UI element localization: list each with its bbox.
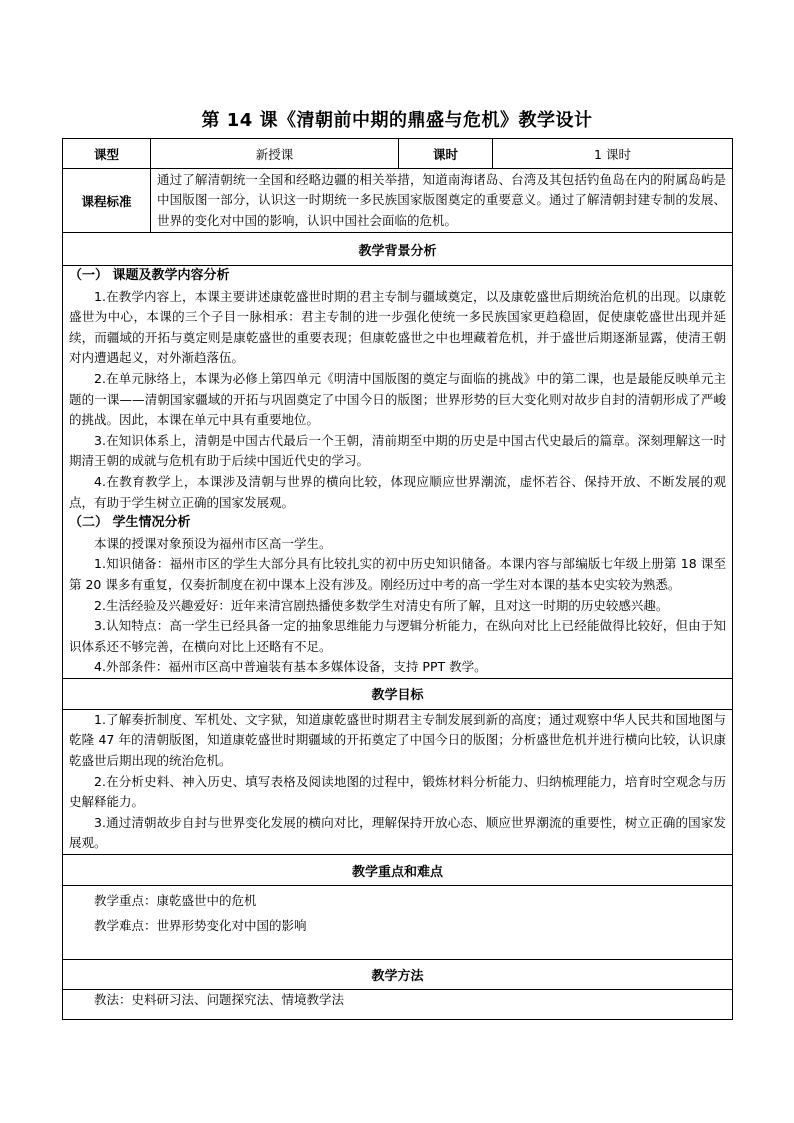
content-analysis-para: 1.在教学内容上，本课主要讲述康乾盛世时期的君主专制与疆域奠定，以及康乾盛世后期统治危机的出现。以康乾盛世为中心，本课的三个子目一脉相承：君主专制的进一步强化使统一多民族国家更趋稳固，促使康乾盛世出现并延续，而疆域的开拓与奠定则是康乾盛世的重要表现；但康乾盛世之中也埋藏着危机，并于盛世后期逐渐显露，使清王朝对内遭遇起义，对外渐趋落伍。 bbox=[69, 288, 726, 366]
key-points-content-row bbox=[63, 886, 733, 960]
methods-heading: 教学方法 bbox=[63, 960, 733, 990]
objectives-heading: 教学目标 bbox=[63, 678, 733, 709]
background-heading-row bbox=[63, 233, 733, 266]
key-points-heading: 教学重点和难点 bbox=[63, 855, 733, 886]
objective-para: 1.了解奏折制度、军机处、文字狱，知道康乾盛世时期君主专制发展到新的高度；通过观察中华人民共和国地图与乾隆 47 年的清朝版图，知道康乾盛世时期疆域的开拓奠定了中国今日的版图；分析盛世危机并进行横向比较，认识康乾盛世后期出现的统治危机。 bbox=[69, 711, 726, 769]
hours-label: 课时 bbox=[399, 139, 493, 169]
content-analysis-para: 3.在知识体系上，清朝是中国古代最后一个王朝，清前期至中期的历史是中国古代史最后的篇章。深刻理解这一时期清王朝的成就与危机有助于后续中国近代史的学习。 bbox=[69, 432, 726, 469]
teaching-focus: 教学重点：康乾盛世中的危机 bbox=[94, 893, 257, 909]
teaching-methods-text: 教法：史料研习法、问题探究法、情境教学法 bbox=[94, 992, 345, 1008]
background-content-row bbox=[63, 266, 733, 679]
objectives-heading-row bbox=[63, 678, 733, 709]
methods-heading-row bbox=[63, 960, 733, 990]
key-points-content bbox=[63, 886, 733, 960]
teaching-difficulty: 教学难点：世界形势变化对中国的影响 bbox=[94, 918, 307, 934]
methods-content bbox=[63, 990, 733, 1020]
standard-label: 课程标准 bbox=[63, 169, 151, 233]
background-content bbox=[63, 266, 733, 679]
hours-value: 1 课时 bbox=[493, 139, 733, 169]
background-heading: 教学背景分析 bbox=[63, 233, 733, 266]
objective-para: 2.在分析史料、神入历史、填写表格及阅读地图的过程中，锻炼材料分析能力、归纳梳理能力，培育时空观念与历史解释能力。 bbox=[69, 773, 726, 810]
key-points-heading-row bbox=[63, 855, 733, 886]
standard-text: 通过了解清朝统一全国和经略边疆的相关举措，知道南海诸岛、台湾及其包括钓鱼岛在内的附属岛屿是中国版图一部分，认识这一时期统一多民族国家版图奠定的重要意义。通过了解清朝封建专制的发展、世界的变化对中国的影响，认识中国社会面临的危机。 bbox=[151, 169, 733, 233]
student-analysis-para: 3.认知特点：高一学生已经具备一定的抽象思维能力与逻辑分析能力，在纵向对比上已经能做得比较好，但由于知识体系还不够完善，在横向对比上还略有不足。 bbox=[69, 618, 726, 654]
type-row bbox=[63, 139, 733, 169]
student-analysis-intro: 本课的授课对象预设为福州市区高一学生。 bbox=[94, 535, 332, 551]
objective-para: 3.通过清朝故步自封与世界变化发展的横向对比，理解保持开放心态、顺应世界潮流的重要性，树立正确的国家发展观。 bbox=[69, 814, 726, 851]
content-analysis-para: 4.在教育教学上，本课涉及清朝与世界的横向比较，体现应顺应世界潮流，虚怀若谷、保持开放、不断发展的观点，有助于学生树立正确的国家发展观。 bbox=[69, 473, 726, 510]
student-analysis-title: （二） 学生情况分析 bbox=[69, 515, 191, 531]
document-title: 第 14 课《清朝前中期的鼎盛与危机》教学设计 bbox=[201, 110, 593, 131]
methods-content-row bbox=[63, 990, 733, 1020]
content-analysis-title: （一） 课题及教学内容分析 bbox=[69, 268, 230, 283]
student-analysis-para: 1.知识储备：福州市区的学生大部分具有比较扎实的初中历史知识储备。本课内容与部编版七年级上册第 18 课至第 20 课多有重复，仅奏折制度在初中课本上没有涉及。刚经历过中考的高一学生对本课的基本史实较为熟悉。 bbox=[69, 556, 726, 592]
student-analysis-para: 2.生活经验及兴趣爱好：近年来清宫剧热播使多数学生对清史有所了解，且对这一时期的历史较感兴趣。 bbox=[94, 597, 669, 613]
standard-row bbox=[63, 169, 733, 233]
content-analysis-para: 2.在单元脉络上，本课为必修上第四单元《明清中国版图的奠定与面临的挑战》中的第二课，也是最能反映单元主题的一课——清朝国家疆域的开拓与巩固奠定了中国今日的版图；世界形势的巨大变化则对故步自封的清朝形成了严峻的挑战。因此，本课在单元中具有重要地位。 bbox=[69, 370, 726, 428]
objectives-content bbox=[63, 709, 733, 854]
lesson-plan-table bbox=[62, 138, 733, 1020]
objectives-content-row bbox=[63, 709, 733, 854]
student-analysis-para: 4.外部条件：福州市区高中普遍装有基本多媒体设备，支持 PPT 教学。 bbox=[94, 659, 487, 675]
type-label: 课型 bbox=[63, 139, 151, 169]
type-value: 新授课 bbox=[151, 139, 399, 169]
